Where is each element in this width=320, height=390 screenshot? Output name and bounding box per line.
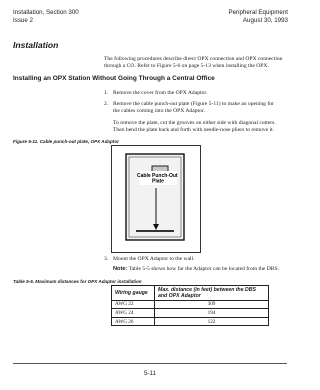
footer-rule xyxy=(13,363,287,364)
figure-box xyxy=(111,145,201,253)
step-number: 1. xyxy=(104,90,109,96)
step-2-detail xyxy=(104,120,282,134)
header-chapter: Peripheral Equipment xyxy=(228,9,288,16)
distance-cell: 309 xyxy=(155,300,269,309)
figure-caption: Figure 5-11. Cable punch-out plate, OPX Adaptor xyxy=(13,139,119,144)
table-caption: Table 5-5. Maximum distances for OPX Adaptor installation xyxy=(13,279,142,284)
step-text: Remove the cable punch-out plate (Figure 5-11) to make an opening for the cables coming into the OPX Adaptor. xyxy=(113,101,274,115)
intro-paragraph: The following procedures describe direct OPX connection and OPX connection through a CO. Refer to Figure 5-6 on page 5-13 when installing the OPX. xyxy=(104,56,283,70)
header-left xyxy=(13,9,79,25)
header-section: Installation, Section 300 xyxy=(13,9,79,16)
page-number: 5-11 xyxy=(144,370,156,377)
step-1 xyxy=(104,90,282,97)
table-row xyxy=(112,309,269,318)
step-text: To remove the plate, cut the grooves on either side with diagonal cutters. Then bend the plate back and forth with needle-nose pliers to remove it. xyxy=(113,120,276,134)
header-right xyxy=(228,9,288,25)
step-number: 2. xyxy=(104,101,109,107)
distance-cell: 122 xyxy=(155,317,269,326)
distance-cell: 194 xyxy=(155,309,269,318)
step-text: Remove the cover from the OPX Adaptor. xyxy=(113,90,208,96)
section-title: Installation xyxy=(13,40,59,50)
table-row xyxy=(112,300,269,309)
col-header-distance: Max. distance (in feet) between the DBS and OPX Adaptor xyxy=(155,286,269,301)
gauge-cell: AWG 24 xyxy=(112,309,155,318)
step-2 xyxy=(104,101,282,115)
distance-table xyxy=(111,285,269,326)
plate-label-line-1: Cable Punch-Out xyxy=(137,173,178,179)
opx-adaptor-illustration xyxy=(112,146,200,252)
plate-label-line-2: Plate xyxy=(152,178,164,185)
table-header-row xyxy=(112,286,269,301)
terminal-strip xyxy=(136,230,174,232)
gauge-cell: AWG 22 xyxy=(112,300,155,309)
subheading: Installing an OPX Station Without Going Through a Central Office xyxy=(13,75,215,82)
header-date: August 30, 1993 xyxy=(242,17,288,24)
step-3 xyxy=(104,256,282,263)
note-label: Note: xyxy=(113,266,128,272)
note-text: Table 5-5 shows how far the Adaptor can be located from the DBS. xyxy=(128,266,280,272)
table-row xyxy=(112,317,269,326)
header-issue: Issue 2 xyxy=(13,17,33,24)
step-text: Mount the OPX Adaptor to the wall. xyxy=(113,256,195,262)
note xyxy=(113,266,288,273)
step-number: 3. xyxy=(104,256,109,262)
gauge-cell: AWG 26 xyxy=(112,317,155,326)
col-header-gauge: Wiring gauge xyxy=(112,286,155,301)
